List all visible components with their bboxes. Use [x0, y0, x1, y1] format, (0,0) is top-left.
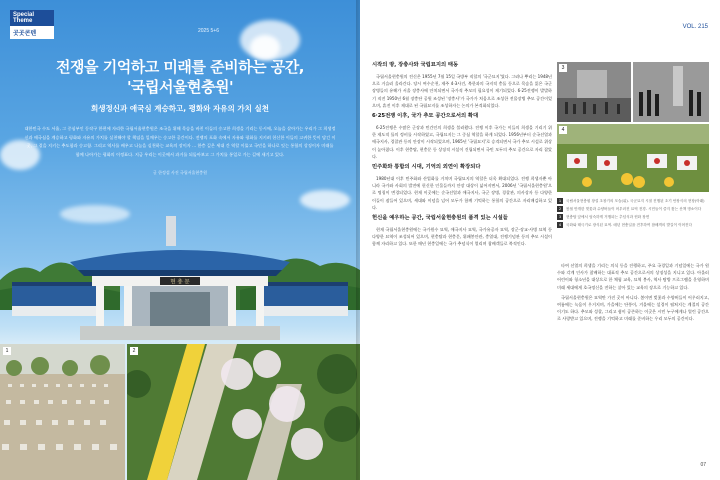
- caption-number: 3: [558, 215, 562, 219]
- photo-grid: [557, 62, 709, 192]
- cemetery-illustration: [0, 344, 125, 480]
- paragraph: 국립서울현충원의 전신은 1955년 7월 15일 국방부 직할의 '국군묘지'였다. 그러나 뿌리는 1948년으로 거슬러 올라간다. 당시 여수순천, 제주 4·3사건, 북한과의 국지적 충돌 등으로 목숨을 잃은 국군 장병들의 유해가 서울 장충사에 안치되면서 국가적 추모의 필요성이 제기되었다. 6·25전쟁이 발발하기 직전 1950년 6월 장충단 공원 조성된 '장충사'가 국가가 처음으로 조성한 전몰장병 추모 공간이었으며, 휴전 이후 제대로 된 국립묘지를 조성하자는 논의가 본격화되었다.: [372, 74, 552, 108]
- section-heading: 민주화와 통합의 시대, 기억의 외연이 확장되다: [372, 164, 481, 171]
- ceremony-photo-illustration: [633, 62, 709, 122]
- caption-number: 4: [558, 223, 562, 227]
- caption-number: 2: [558, 207, 562, 211]
- caption-number: 1: [558, 199, 562, 203]
- paragraph: 6·25전쟁은 수많은 군장과 민간인의 희생을 불러왔다. 전쟁 이후 국가는 이들의 희생을 기리기 위한 제도적 틀의 정비를 시작하였고, 국립묘지는 그 중심 역할을 하게 되었다. 1956년부터 순국선열과 애국지사, 경찰관 등의 안장이 시작되었으며, 1965년 '국립묘지'로 승격되면서 국가 추모 시설로 위상이 높아졌다. 이후 현충탑, 현충문 등 상징적 시설이 건립되면서 국민 모두의 추모 공간으로 자리 잡았다.: [372, 125, 552, 159]
- volume-number: VOL. 215: [682, 24, 708, 30]
- section-heading: 헌신을 예우하는 공간, 국립서울현충원의 품격 있는 시설들: [372, 215, 508, 222]
- text-column-1: [372, 62, 552, 251]
- section-badge: [10, 10, 54, 39]
- caption: [557, 198, 709, 204]
- caption: [557, 206, 709, 212]
- badge-top: Special Theme: [10, 10, 54, 26]
- page-number: 07: [700, 462, 706, 468]
- paragraph: 국립서울현충원은 묘역만 가진 곳이 아니다. 봄이면 벚꽃과 수양버들이 어우러지고, 여름에는 녹음이 우거지며, 가을에는 단풍이, 겨울에는 설경이 펼쳐지는 계절의 공간이기도 하다. 추모와 성찰, 그리고 쉼이 공존하는 이곳은 시민 누구에게나 열린 공간으로 사랑받고 있으며, 전쟁을 기억하고 미래를 준비하는 우리 모두의 공간이다.: [557, 294, 709, 322]
- flags-photo-illustration: [557, 124, 709, 192]
- article-subtitle: 회생정신과 애국심 계승하고, 평화와 자유의 가치 실천: [91, 104, 269, 113]
- photo-historic-1: [557, 62, 631, 122]
- photo-historic-2: [633, 62, 709, 122]
- article-intro: 대한민국 수도 서울, 그 중심부인 동작구 한편에 자리한 국립서울현충원은 조국을 위해 목숨을 바친 이들의 숭고한 희생을 기리는 동시에, 오늘을 살아가는 우리가 그 희생정신과 애국심을 계승하고 평화와 자유의 가치를 실천해야 할 책임을 일깨우는 숭고한 공간이다. 전쟁의 포화 속에서 자유와 평화를 지키려 헌신한 이들의 고귀한 뜻이 담긴 이곳, 그 결을 지키는 추도함과 숭고함. 그리고 역사를 배우고 나눔을 실천하는 교육의 장이자 ... 한층 깊은 세대 간 역할 이룰고 국민을 하나로 잇는 통합의 상징이자 미래를 함께 나아가는 평화의 이정표다. 지금 우리는 이곳에서 과거를 되돌아보고 그 가치를 통일로 가는 길에 새기고 있다.: [24, 126, 336, 157]
- cloud: [300, 190, 350, 210]
- photo-captions: [557, 198, 709, 230]
- section-heading: 6·25전쟁 이후, 국가 추모 공간으로서의 확대: [372, 113, 479, 120]
- caption-text: 국화와 태극기로 장식된 묘역. 매년 현충일을 전후하여 참배객의 발길이 이어진다: [566, 223, 692, 227]
- caption-text: 현충탑 앞에서 엄숙하게 거행되는 추념식과 헌화 장면: [566, 215, 650, 219]
- historic-photo-illustration: [557, 62, 631, 122]
- article-title-line1: 전쟁을 기억하고 미래를 준비하는 공간,: [56, 58, 304, 76]
- issue-date: 2025 5+6: [198, 28, 219, 34]
- caption-text: 국립서울현충원 창설 초창기의 모습(위). 국군묘지 시절 진행된 초기 안장식의 현장(아래): [566, 199, 705, 203]
- text-column-3: [557, 262, 709, 326]
- byline: 글 한정섭 사진 국립서울현충원: [152, 170, 208, 175]
- garden-illustration: [127, 344, 360, 480]
- photo-cherry-blossom-path: [127, 344, 360, 480]
- photo-number: 4: [559, 126, 567, 134]
- badge-bottom: 곳곳콘텐: [10, 26, 54, 39]
- paragraph: 현재 국립서울현충원에는 국가원수 묘역, 애국지사 묘역, 국가유공자 묘역, 장군·장교·사병 묘역 등 다양한 묘역이 조성되어 있으며, 현충탑과 현충문, 위패봉안관, 충열대, 전쟁기념관 등의 추모 시설이 함께 자리하고 있다. 또한 매년 현충일에는 국가 추념식이 열리며 참배객들로 북적인다.: [372, 227, 552, 247]
- hall-sign: 현 충 문: [170, 279, 190, 286]
- memorial-gate-illustration: [0, 210, 360, 340]
- photo-flag-graves: [557, 124, 709, 192]
- article-title-line2: '국립서울현충원': [126, 78, 234, 96]
- photo-number: 1: [3, 347, 11, 355]
- photo-cemetery-rows: [0, 344, 125, 480]
- caption: [557, 214, 709, 220]
- paragraph: 1980년대 이후 민주화와 산업화를 거치며 국립묘지의 역할은 더욱 확대되었다. 전쟁 희생자뿐 아니라 국가와 사회의 발전에 헌신한 인물들까지 안장 대상이 넓어지면서, 2006년 '국립서울현충원'으로 명칭이 변경되었다. 현재 이곳에는 순국선열과 애국지사, 국군 장병, 경찰관, 의사상자 등 다양한 이들이 잠들어 있으며, 세대와 이념을 넘어 모두가 함께 기억하는 통합의 공간으로 자리매김하고 있다.: [372, 176, 552, 210]
- caption-text: 봄철 만개한 벚꽃과 수양버들이 어우러진 묘역 전경. 시민들이 즐겨 찾는 산책 명소이다: [566, 207, 702, 211]
- photo-number: 2: [130, 347, 138, 355]
- caption: [557, 222, 709, 228]
- right-page: [360, 0, 720, 480]
- paragraph: 타여 선열의 희생을 기리는 의식 등을 진행하고, 주요 국경일과 기념일에는 국가 원수와 각계 인사가 참배하는 대표적 추모 공간으로서의 상징성을 지니고 있다. 아울러 어린이와 청소년을 대상으로 한 체험 교육, 묘역 봉사, 역사 탐방 프로그램을 운영하며 미래 세대에게 호국정신을 전하는 살아 있는 교육의 장으로 기능하고 있다.: [557, 263, 709, 290]
- photo-number: 3: [559, 64, 567, 72]
- photo-strip: [0, 344, 360, 480]
- section-heading: 시작의 땅, 장충사와 국립묘지의 태동: [372, 62, 459, 68]
